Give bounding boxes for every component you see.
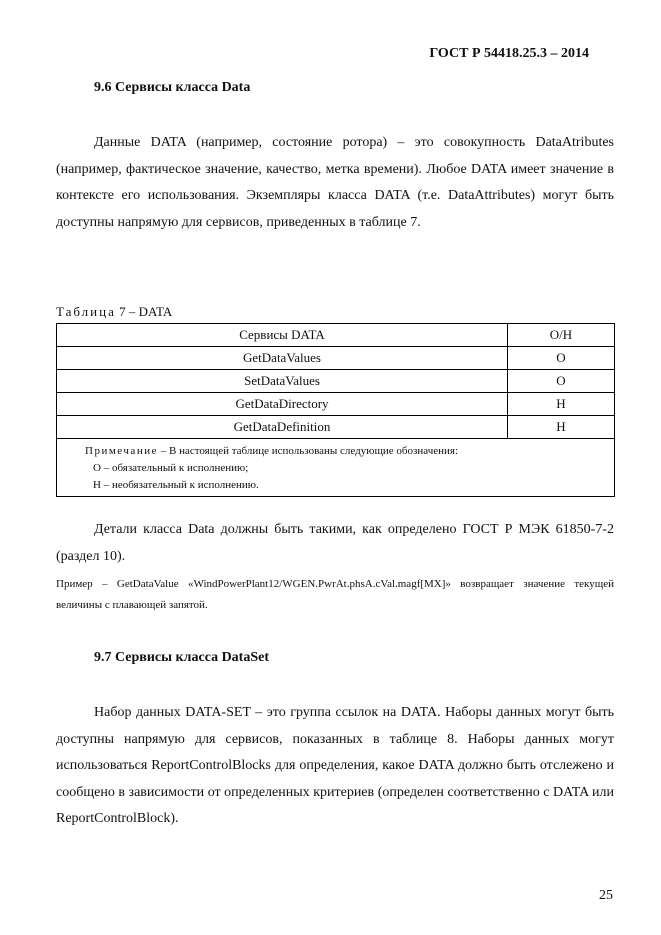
paragraph-data-description: Данные DATA (например, состояние ротора) – это совокупность DataAtributes (например, фактическое значение, качество, метка времени). Любое DATA имеет значение в контексте его использования. Экземпляры класса DATA (т.е. DataAttributes) могут быть доступны напрямую для сервисов, приведенных в таблице 7. xyxy=(56,135,614,230)
table-caption-label: Таблица xyxy=(56,304,116,319)
document-header: ГОСТ Р 54418.25.3 – 2014 xyxy=(429,46,589,61)
page-number: 25 xyxy=(599,888,613,903)
table-caption xyxy=(56,304,172,320)
table-cell-status: Н xyxy=(508,416,615,439)
table-row xyxy=(57,393,615,416)
table-row xyxy=(57,416,615,439)
table-cell-status: О xyxy=(508,347,615,370)
table-caption-title: 7 – DATA xyxy=(115,304,173,319)
table-header-row xyxy=(57,324,615,347)
table-header-on: О/Н xyxy=(508,324,615,347)
table-note xyxy=(57,439,615,497)
note-label: Примечание xyxy=(85,445,158,457)
table-cell-service: GetDataDefinition xyxy=(57,416,508,439)
note-line-mandatory: О – обязательный к исполнению; xyxy=(93,462,249,474)
table-cell-service: GetDataValues xyxy=(57,347,508,370)
table-cell-status: Н xyxy=(508,393,615,416)
table-note-row xyxy=(57,439,615,497)
table-row xyxy=(57,370,615,393)
section-heading-9-6: 9.6 Сервисы класса Data xyxy=(94,80,251,95)
section-heading-9-7: 9.7 Сервисы класса DataSet xyxy=(94,650,270,665)
table-cell-service: SetDataValues xyxy=(57,370,508,393)
note-line-optional: Н – необязательный к исполнению. xyxy=(93,479,259,491)
paragraph-data-details: Детали класса Data должны быть такими, как определено ГОСТ Р МЭК 61850-7-2 (раздел 10). xyxy=(56,522,614,564)
paragraph-dataset-description: Набор данных DATA-SET – это группа ссылок на DATA. Наборы данных могут быть доступны напрямую для сервисов, показанных в таблице 8. Наборы данных могут использоваться ReportControlBlocks для определения, какое DATA должно быть отслежено и сообщено в зависимости от определенных критериев (определен соответственно с DATA или ReportControlBlock). xyxy=(56,705,614,826)
table-cell-service: GetDataDirectory xyxy=(57,393,508,416)
example-text: Пример – GetDataValue «WindPowerPlant12/WGEN.PwrAt.phsA.cVal.magf[MX]» возвращает значение текущей величины с плавающей запятой. xyxy=(56,578,614,611)
note-text: – В настоящей таблице использованы следующие обозначения: xyxy=(157,445,459,457)
table-header-services: Сервисы DATA xyxy=(57,324,508,347)
table-data-services xyxy=(56,323,615,497)
table-row xyxy=(57,347,615,370)
table-cell-status: О xyxy=(508,370,615,393)
